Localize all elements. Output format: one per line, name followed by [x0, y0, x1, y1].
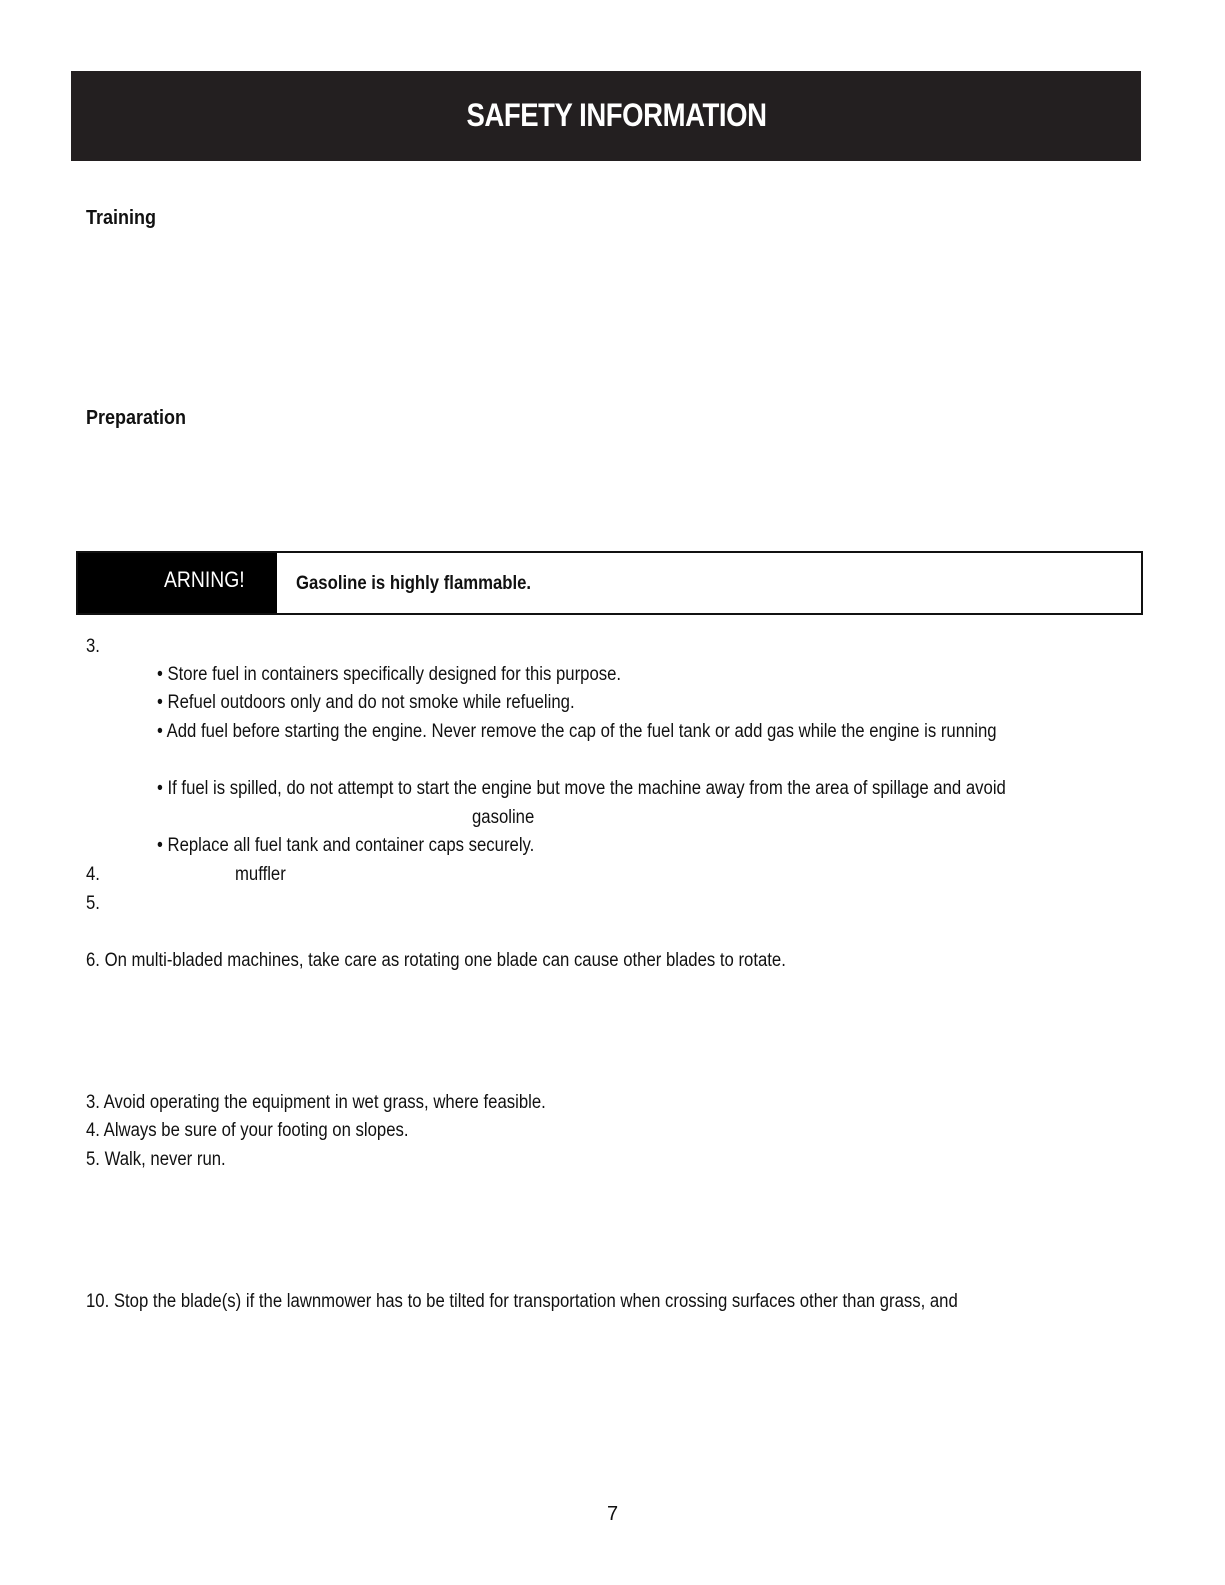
warning-message: Gasoline is highly flammable.	[296, 573, 532, 594]
operation-item-4: 4. Always be sure of your footing on slopes.	[86, 1120, 409, 1141]
bullet-replace-caps: • Replace all fuel tank and container caps securely.	[157, 835, 535, 856]
item-3-number: 3.	[86, 636, 100, 657]
warning-label: ARNING!	[164, 567, 245, 592]
warning-label-cell	[78, 553, 277, 613]
page-number: 7	[606, 1503, 619, 1525]
fragment-gasoline: gasoline	[472, 807, 535, 828]
item-4-number: 4.	[86, 864, 100, 885]
bullet-fuel-spilled: • If fuel is spilled, do not attempt to start the engine but move the machine away from the area of spillage and avoid	[157, 778, 1006, 799]
fragment-muffler: muffler	[235, 864, 286, 885]
page-title: SAFETY INFORMATION	[466, 97, 767, 133]
bullet-store-fuel: • Store fuel in containers specifically designed for this purpose.	[157, 664, 622, 685]
bullet-add-fuel: • Add fuel before starting the engine. Never remove the cap of the fuel tank or add gas while the engine is running	[157, 721, 997, 742]
item-5-number: 5.	[86, 893, 100, 914]
training-heading: Training	[86, 207, 157, 229]
warning-box	[76, 551, 1143, 615]
operation-item-3: 3. Avoid operating the equipment in wet grass, where feasible.	[86, 1092, 546, 1113]
item-6-multi-bladed: 6. On multi-bladed machines, take care as rotating one blade can cause other blades to rotate.	[86, 950, 786, 971]
section-title-bar	[71, 71, 1141, 161]
bullet-refuel-outdoors: • Refuel outdoors only and do not smoke while refueling.	[157, 692, 575, 713]
preparation-heading: Preparation	[86, 407, 187, 429]
operation-item-5: 5. Walk, never run.	[86, 1149, 226, 1170]
operation-item-10: 10. Stop the blade(s) if the lawnmower has to be tilted for transportation when crossing surfaces other than grass, and	[86, 1291, 958, 1312]
